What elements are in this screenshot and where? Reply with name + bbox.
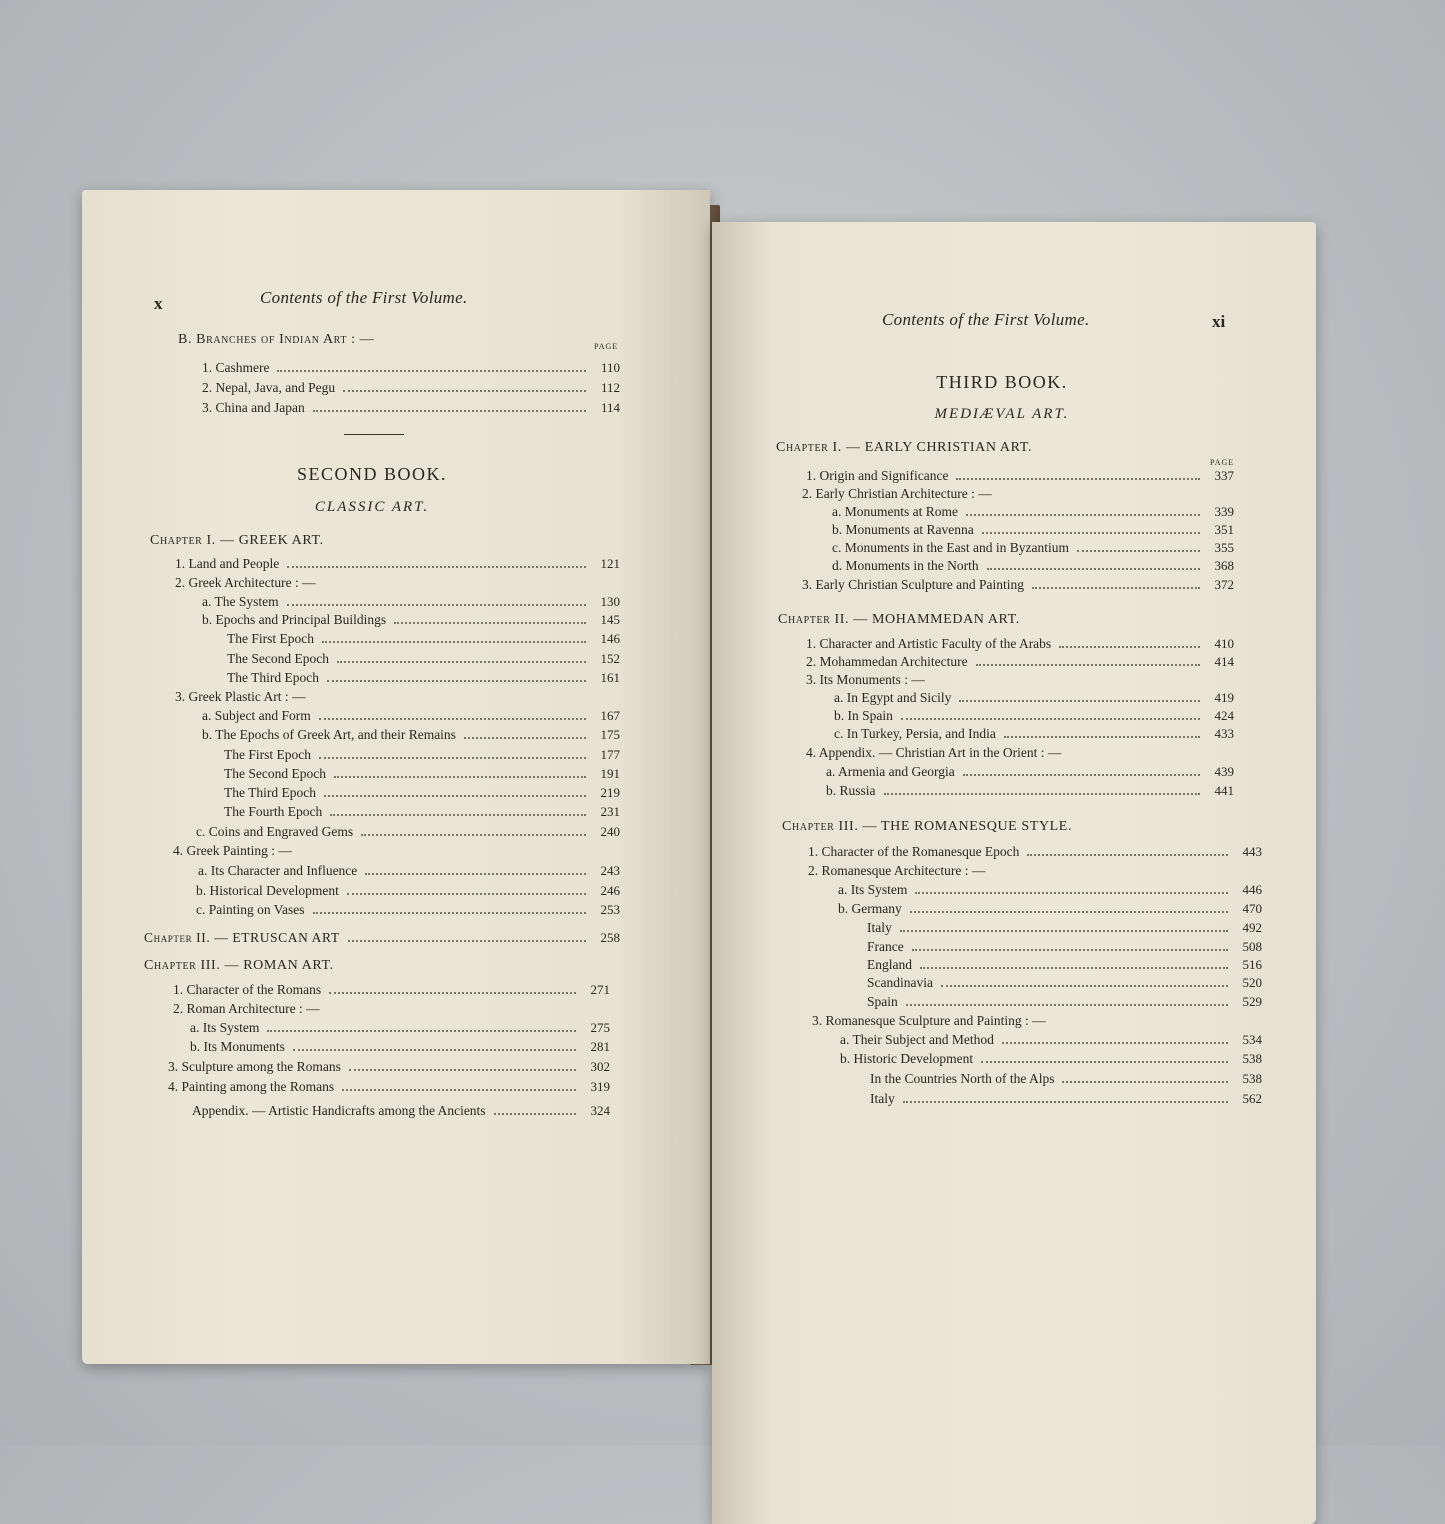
dot-leader (319, 757, 586, 759)
toc-entry-page: 534 (1242, 1032, 1262, 1047)
dot-leader (343, 390, 586, 392)
toc-entry-label: b. Germany (838, 901, 902, 916)
toc-entry[interactable] (832, 540, 1234, 556)
toc-entry-label: b. Historic Development (840, 1051, 974, 1066)
toc-entry-label: Italy (870, 1091, 895, 1106)
toc-entry-label: a. Its Character and Influence (198, 863, 358, 878)
toc-entry-page: 219 (600, 785, 620, 800)
toc-entry-label: The Second Epoch (227, 651, 329, 666)
dot-leader (337, 661, 586, 663)
toc-entry-label: a. Its System (190, 1020, 260, 1035)
toc-entry-label: a. Monuments at Rome (832, 504, 958, 519)
toc-entry[interactable] (834, 690, 1234, 706)
toc-entry-page: 271 (590, 982, 610, 997)
toc-entry-page: 167 (600, 708, 620, 723)
toc-entry-label: 4. Appendix. — Christian Art in the Orient : — (806, 745, 1062, 760)
toc-entry[interactable] (838, 901, 1262, 917)
running-head: Contents of the First Volume. (260, 288, 468, 307)
dot-leader (1027, 854, 1228, 856)
toc-entry-label: Scandinavia (867, 975, 933, 990)
dot-leader (494, 1113, 576, 1115)
toc-entry-page: 508 (1242, 939, 1262, 954)
dot-leader (348, 940, 586, 942)
toc-entry-label: a. Armenia and Georgia (826, 764, 955, 779)
chapter-heading: Chapter II. — MOHAMMEDAN ART. (778, 612, 1020, 627)
toc-entry-label: 1. Cashmere (202, 360, 270, 375)
toc-entry[interactable] (173, 982, 610, 998)
toc-entry-label: b. Historical Development (196, 883, 339, 898)
toc-entry[interactable] (867, 994, 1262, 1010)
toc-entry-page: 243 (600, 863, 620, 878)
toc-entry[interactable] (826, 764, 1234, 780)
toc-entry-page: 253 (600, 902, 620, 917)
toc-entry-label: c. Coins and Engraved Gems (196, 824, 354, 839)
toc-entry-label: Appendix. — Artistic Handicrafts among the Ancients (192, 1103, 486, 1118)
toc-entry[interactable] (227, 631, 620, 647)
dot-leader (324, 795, 586, 797)
toc-entry[interactable] (173, 843, 620, 859)
toc-entry-label: 2. Romanesque Architecture : — (808, 863, 986, 878)
dot-leader (987, 568, 1200, 570)
dot-leader (347, 893, 586, 895)
toc-entry-page: 246 (600, 883, 620, 898)
dot-leader (330, 814, 586, 816)
toc-entry[interactable] (806, 745, 1234, 761)
dot-leader (1059, 646, 1200, 648)
toc-entry-page: 538 (1242, 1071, 1262, 1086)
dot-leader (327, 680, 586, 682)
toc-entry-page: 492 (1242, 920, 1262, 935)
dot-leader (322, 641, 586, 643)
toc-entry-page: 443 (1242, 844, 1262, 859)
toc-entry-page: 177 (600, 747, 620, 762)
toc-entry-label: 4. Greek Painting : — (173, 843, 292, 858)
dot-leader (313, 410, 586, 412)
toc-entry[interactable] (175, 556, 620, 572)
right-page (712, 222, 1316, 1524)
toc-entry-page: 538 (1242, 1051, 1262, 1066)
toc-entry[interactable] (867, 975, 1262, 991)
book-title: THIRD BOOK. (936, 372, 1068, 392)
toc-entry[interactable] (202, 360, 620, 376)
toc-entry[interactable] (202, 727, 620, 743)
toc-entry-page: 355 (1214, 540, 1234, 555)
toc-entry[interactable] (832, 504, 1234, 520)
toc-entry-label: The Second Epoch (224, 766, 326, 781)
page-column-label: PAGE (594, 342, 619, 351)
dot-leader (963, 774, 1200, 776)
toc-entry[interactable] (202, 594, 620, 610)
toc-entry-label: c. In Turkey, Persia, and India (834, 726, 996, 741)
toc-entry-page: 275 (590, 1020, 610, 1035)
dot-leader (1077, 550, 1200, 552)
toc-entry[interactable] (202, 400, 620, 416)
toc-entry-page: 145 (600, 612, 620, 627)
toc-entry[interactable] (870, 1091, 1262, 1107)
dot-leader (287, 604, 586, 606)
toc-entry[interactable] (806, 654, 1234, 670)
toc-entry[interactable] (202, 708, 620, 724)
chapter-heading: Chapter I. — EARLY CHRISTIAN ART. (776, 440, 1032, 455)
toc-entry[interactable] (802, 577, 1234, 593)
toc-entry[interactable] (870, 1071, 1262, 1087)
toc-entry[interactable] (832, 558, 1234, 574)
toc-entry[interactable] (202, 380, 620, 396)
toc-entry[interactable] (806, 672, 1234, 688)
dot-leader (342, 1089, 576, 1091)
dot-leader (319, 718, 586, 720)
toc-entry-page: 372 (1214, 577, 1234, 592)
toc-entry-page: 175 (600, 727, 620, 742)
toc-entry-label: b. Monuments at Ravenna (832, 522, 974, 537)
toc-entry[interactable] (168, 1059, 610, 1075)
toc-entry[interactable] (834, 726, 1234, 742)
toc-entry-label: The Third Epoch (224, 785, 316, 800)
toc-entry[interactable] (173, 1001, 610, 1017)
toc-entry[interactable] (867, 920, 1262, 936)
toc-entry-page: 562 (1242, 1091, 1262, 1106)
toc-entry[interactable] (175, 689, 620, 705)
toc-entry-label: 3. China and Japan (202, 400, 305, 415)
toc-entry[interactable] (190, 1020, 610, 1036)
book-title: SECOND BOOK. (296, 464, 447, 484)
toc-entry-label: 4. Painting among the Romans (168, 1079, 335, 1094)
toc-entry-label: a. The System (202, 594, 279, 609)
toc-entry[interactable] (806, 636, 1234, 652)
toc-entry-page: 281 (590, 1039, 610, 1054)
toc-entry-page: 110 (600, 360, 620, 375)
toc-entry-label: 1. Character and Artistic Faculty of the Arabs (806, 636, 1052, 651)
toc-entry[interactable] (227, 670, 620, 686)
dot-leader (901, 718, 1200, 720)
toc-entry-label: d. Monuments in the North (832, 558, 979, 573)
dot-leader (334, 776, 586, 778)
toc-entry[interactable] (838, 882, 1262, 898)
dot-leader (920, 967, 1228, 969)
dot-leader (915, 892, 1228, 894)
toc-entry-label: Spain (867, 994, 898, 1009)
toc-entry-page: 433 (1214, 726, 1234, 741)
dot-leader (365, 873, 586, 875)
toc-entry[interactable] (812, 1013, 1262, 1029)
toc-entry[interactable] (840, 1051, 1262, 1067)
toc-entry[interactable] (867, 957, 1262, 973)
dot-leader (884, 793, 1200, 795)
section-divider (344, 434, 404, 435)
toc-entry-label: c. Monuments in the East and in Byzantium (832, 540, 1069, 555)
toc-entry-label: 2. Nepal, Java, and Pegu (202, 380, 336, 395)
toc-entry-label: 2. Mohammedan Architecture (806, 654, 968, 669)
dot-leader (313, 912, 587, 914)
toc-entry-label: b. In Spain (834, 708, 893, 723)
toc-entry[interactable] (224, 766, 620, 782)
toc-entry-label: b. The Epochs of Greek Art, and their Remains (202, 727, 456, 742)
section-heading: B. Branches of Indian Art : — (178, 332, 375, 347)
dot-leader (903, 1101, 1228, 1103)
toc-entry-label: 2. Early Christian Architecture : — (802, 486, 992, 501)
toc-entry-label: France (867, 939, 904, 954)
toc-entry-page: 414 (1214, 654, 1234, 669)
toc-entry[interactable] (196, 902, 620, 918)
dot-leader (293, 1049, 576, 1051)
page-column-label: PAGE (1210, 458, 1235, 467)
toc-entry-label: a. In Egypt and Sicily (834, 690, 952, 705)
book-subtitle: CLASSIC ART. (314, 499, 430, 515)
toc-entry-page: 339 (1214, 504, 1234, 519)
toc-entry[interactable] (808, 844, 1262, 860)
toc-entry-label: 3. Greek Plastic Art : — (175, 689, 306, 704)
toc-entry[interactable] (227, 651, 620, 667)
toc-entry[interactable] (867, 939, 1262, 955)
toc-entry-page: 439 (1214, 764, 1234, 779)
toc-entry-page: 520 (1242, 975, 1262, 990)
toc-entry-page: 191 (600, 766, 620, 781)
dot-leader (982, 532, 1200, 534)
toc-entry[interactable] (224, 747, 620, 763)
dot-leader (900, 930, 1228, 932)
dot-leader (1002, 1042, 1228, 1044)
toc-entry-label: b. Its Monuments (190, 1039, 285, 1054)
toc-entry-page: 302 (590, 1059, 610, 1074)
chapter-heading: Chapter III. — ROMAN ART. (144, 958, 334, 973)
toc-entry-page: 446 (1242, 882, 1262, 897)
dot-leader (956, 478, 1200, 480)
toc-entry-page: 112 (600, 380, 620, 395)
toc-entry-label: a. Their Subject and Method (840, 1032, 994, 1047)
toc-entry-page: 161 (600, 670, 620, 685)
toc-entry[interactable] (802, 486, 1234, 502)
toc-entry-label: 3. Early Christian Sculpture and Painting (802, 577, 1024, 592)
toc-entry[interactable] (834, 708, 1234, 724)
page-number: x (154, 294, 163, 313)
toc-entry[interactable] (832, 522, 1234, 538)
toc-entry[interactable] (196, 883, 620, 899)
dot-leader (981, 1061, 1228, 1063)
toc-entry-page: 240 (600, 824, 620, 839)
toc-entry[interactable] (826, 783, 1234, 799)
toc-entry-page: 231 (600, 804, 620, 819)
toc-entry-label: 2. Greek Architecture : — (175, 575, 316, 590)
dot-leader (959, 700, 1200, 702)
toc-entry[interactable] (202, 612, 620, 628)
dot-leader (976, 664, 1200, 666)
toc-entry-page: 152 (600, 651, 620, 666)
page-number: xi (1212, 312, 1226, 331)
toc-entry-page: 351 (1214, 522, 1234, 537)
toc-entry-page: 121 (600, 556, 620, 571)
toc-entry-label: The First Epoch (227, 631, 314, 646)
toc-entry[interactable] (806, 468, 1234, 484)
toc-entry[interactable] (198, 863, 620, 879)
toc-entry-label: b. Epochs and Principal Buildings (202, 612, 387, 627)
toc-entry-label: 3. Sculpture among the Romans (168, 1059, 341, 1074)
toc-entry[interactable] (224, 785, 620, 801)
toc-entry[interactable] (196, 824, 620, 840)
toc-entry-label: The First Epoch (224, 747, 311, 762)
left-page (82, 190, 710, 1364)
toc-entry[interactable] (224, 804, 620, 820)
toc-entry-page: 114 (600, 400, 620, 415)
toc-entry-label: b. Russia (826, 783, 876, 798)
toc-entry-page: 529 (1242, 994, 1262, 1009)
toc-entry-page: 470 (1242, 901, 1262, 916)
toc-entry-page: 441 (1214, 783, 1234, 798)
toc-entry[interactable] (192, 1103, 610, 1119)
toc-entry-label: Italy (867, 920, 892, 935)
toc-entry-page: 319 (590, 1079, 610, 1094)
toc-entry-page: 424 (1214, 708, 1234, 723)
dot-leader (1004, 736, 1200, 738)
toc-entry-label: In the Countries North of the Alps (870, 1071, 1055, 1086)
dot-leader (267, 1030, 576, 1032)
toc-entry-label: 1. Land and People (175, 556, 280, 571)
dot-leader (906, 1004, 1228, 1006)
toc-entry-label: c. Painting on Vases (196, 902, 305, 917)
toc-entry-page: 410 (1214, 636, 1234, 651)
toc-entry-page: 146 (600, 631, 620, 646)
chapter-heading: Chapter III. — THE ROMANESQUE STYLE. (782, 819, 1073, 834)
toc-entry-label: 3. Its Monuments : — (806, 672, 925, 687)
toc-entry[interactable] (190, 1039, 610, 1055)
dot-leader (277, 370, 586, 372)
dot-leader (912, 949, 1228, 951)
toc-entry-page: 130 (600, 594, 620, 609)
dot-leader (910, 911, 1228, 913)
dot-leader (941, 985, 1228, 987)
toc-entry[interactable] (175, 575, 620, 591)
toc-entry[interactable] (168, 1079, 610, 1095)
chapter-entry[interactable]: Chapter II. — ETRUSCAN ART 258 (144, 930, 620, 945)
dot-leader (329, 992, 576, 994)
dot-leader (349, 1069, 576, 1071)
toc-entry-label: 3. Romanesque Sculpture and Painting : — (812, 1013, 1046, 1028)
toc-entry-label: a. Its System (838, 882, 908, 897)
running-head: Contents of the First Volume. (882, 310, 1090, 329)
toc-entry-page: 337 (1214, 468, 1234, 483)
dot-leader (394, 622, 586, 624)
toc-entry-label: England (867, 957, 912, 972)
toc-entry-label: The Third Epoch (227, 670, 319, 685)
chapter-heading: Chapter I. — GREEK ART. (150, 533, 324, 548)
toc-entry[interactable] (840, 1032, 1262, 1048)
toc-entry-label: 1. Origin and Significance (806, 468, 949, 483)
toc-entry[interactable] (808, 863, 1262, 879)
dot-leader (966, 514, 1200, 516)
toc-entry-page: 516 (1242, 957, 1262, 972)
toc-entry-page: 419 (1214, 690, 1234, 705)
toc-entry-label: 1. Character of the Romans (173, 982, 322, 997)
dot-leader (1062, 1081, 1228, 1083)
toc-entry-label: a. Subject and Form (202, 708, 311, 723)
toc-entry-page: 368 (1214, 558, 1234, 573)
dot-leader (1032, 587, 1200, 589)
dot-leader (464, 737, 586, 739)
dot-leader (287, 566, 586, 568)
book-subtitle: MEDIÆVAL ART. (934, 406, 1070, 422)
toc-entry-label: The Fourth Epoch (224, 804, 323, 819)
dot-leader (361, 834, 586, 836)
toc-entry-label: 1. Character of the Romanesque Epoch (808, 844, 1020, 859)
toc-entry-page: 324 (590, 1103, 610, 1118)
toc-entry-label: 2. Roman Architecture : — (173, 1001, 320, 1016)
